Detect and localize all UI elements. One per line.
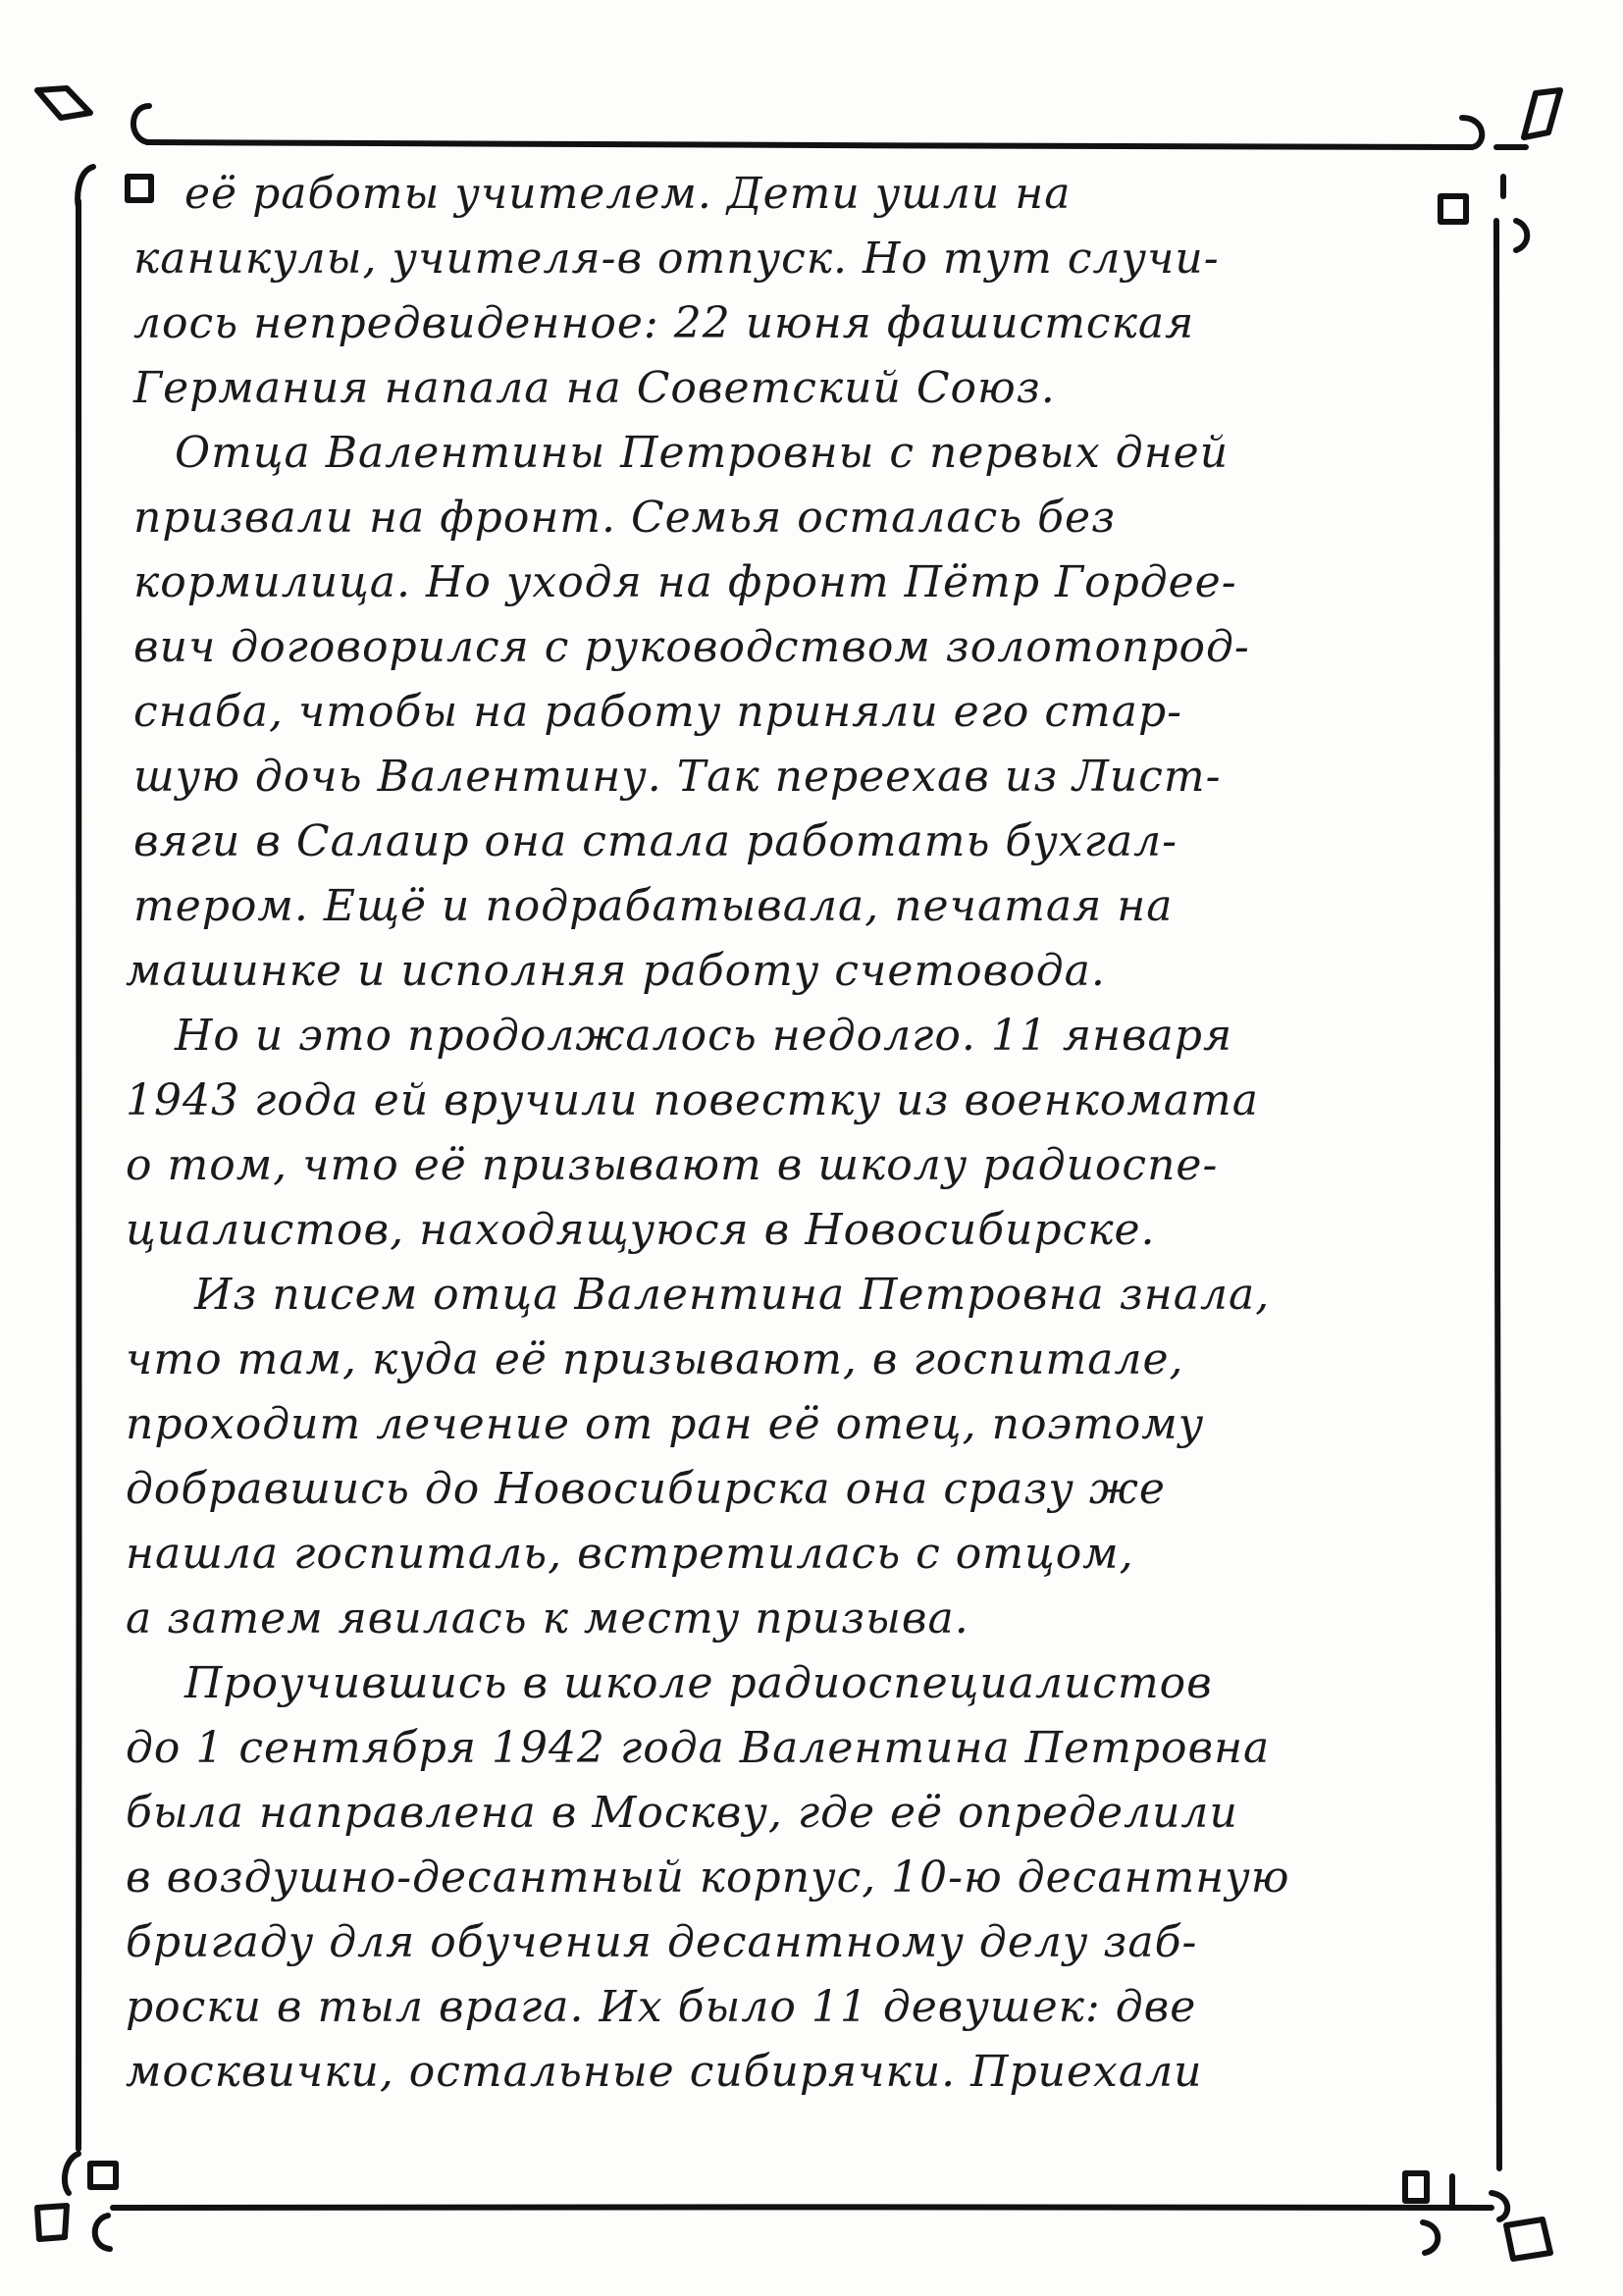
text-line: роски в тыл врага. Их было 11 девушек: две	[126, 1982, 1197, 2032]
text-line: лось непредвиденное: 22 июня фашистская	[133, 298, 1195, 348]
text-line: вич договорился с руководством золотопрод-	[133, 622, 1250, 672]
corner-ornament-bottom-left	[37, 2154, 116, 2249]
text-line: её работы учителем. Дети ушли на	[184, 169, 1072, 219]
text-line: до 1 сентября 1942 года Валентина Петровна	[126, 1723, 1271, 1773]
text-line: вяги в Салаир она стала работать бухгал-	[133, 816, 1178, 866]
corner-ornament-bottom-right	[1405, 2173, 1550, 2259]
text-line: а затем явилась к месту призыва.	[126, 1593, 969, 1644]
text-line: в воздушно-десантный корпус, 10-ю десантную	[126, 1852, 1290, 1903]
text-line: Проучившись в школе радиоспециалистов	[184, 1658, 1213, 1708]
text-line: Но и это продолжалось недолго. 11 января	[175, 1011, 1233, 1061]
top-border-line	[147, 142, 1472, 147]
text-line: москвички, остальные сибирячки. Приехали	[126, 2047, 1203, 2097]
bottom-border-line	[113, 2207, 1492, 2208]
left-border-line	[78, 201, 79, 2149]
text-line: каникулы, учителя-в отпуск. Но тут случи-	[133, 234, 1220, 284]
text-line: нашла госпиталь, встретилась с отцом,	[126, 1529, 1134, 1579]
text-line: машинке и исполняя работу счетовода.	[126, 946, 1106, 996]
text-line: Германия напала на Советский Союз.	[133, 363, 1056, 413]
text-line: была направлена в Москву, где её определили	[126, 1788, 1238, 1838]
text-line: шую дочь Валентину. Так переехав из Лист-	[133, 752, 1222, 802]
text-line: снаба, чтобы на работу приняли его стар-	[133, 687, 1183, 737]
text-line: Отца Валентины Петровны с первых дней	[175, 428, 1230, 478]
text-line: призвали на фронт. Семья осталась без	[133, 493, 1117, 543]
text-line: циалистов, находящуюся в Новосибирске.	[126, 1205, 1156, 1255]
text-line: что там, куда её призывают, в госпитале,	[126, 1334, 1184, 1384]
text-line: о том, что её призывают в школу радиоспе-	[126, 1140, 1219, 1190]
text-line: проходит лечение от ран её отец, поэтому	[126, 1399, 1205, 1449]
handwritten-text-block	[126, 167, 1499, 2168]
text-line: кормилица. Но уходя на фронт Пётр Гордее-	[133, 557, 1237, 607]
text-line: тером. Ещё и подрабатывала, печатая на	[133, 881, 1174, 931]
text-line: бригаду для обучения десантному делу заб-	[126, 1917, 1198, 1967]
text-line: добравшись до Новосибирска она сразу же	[126, 1464, 1166, 1514]
text-line: Из писем отца Валентина Петровна знала,	[194, 1270, 1271, 1320]
text-line: 1943 года ей вручили повестку из военкомата	[126, 1075, 1260, 1125]
